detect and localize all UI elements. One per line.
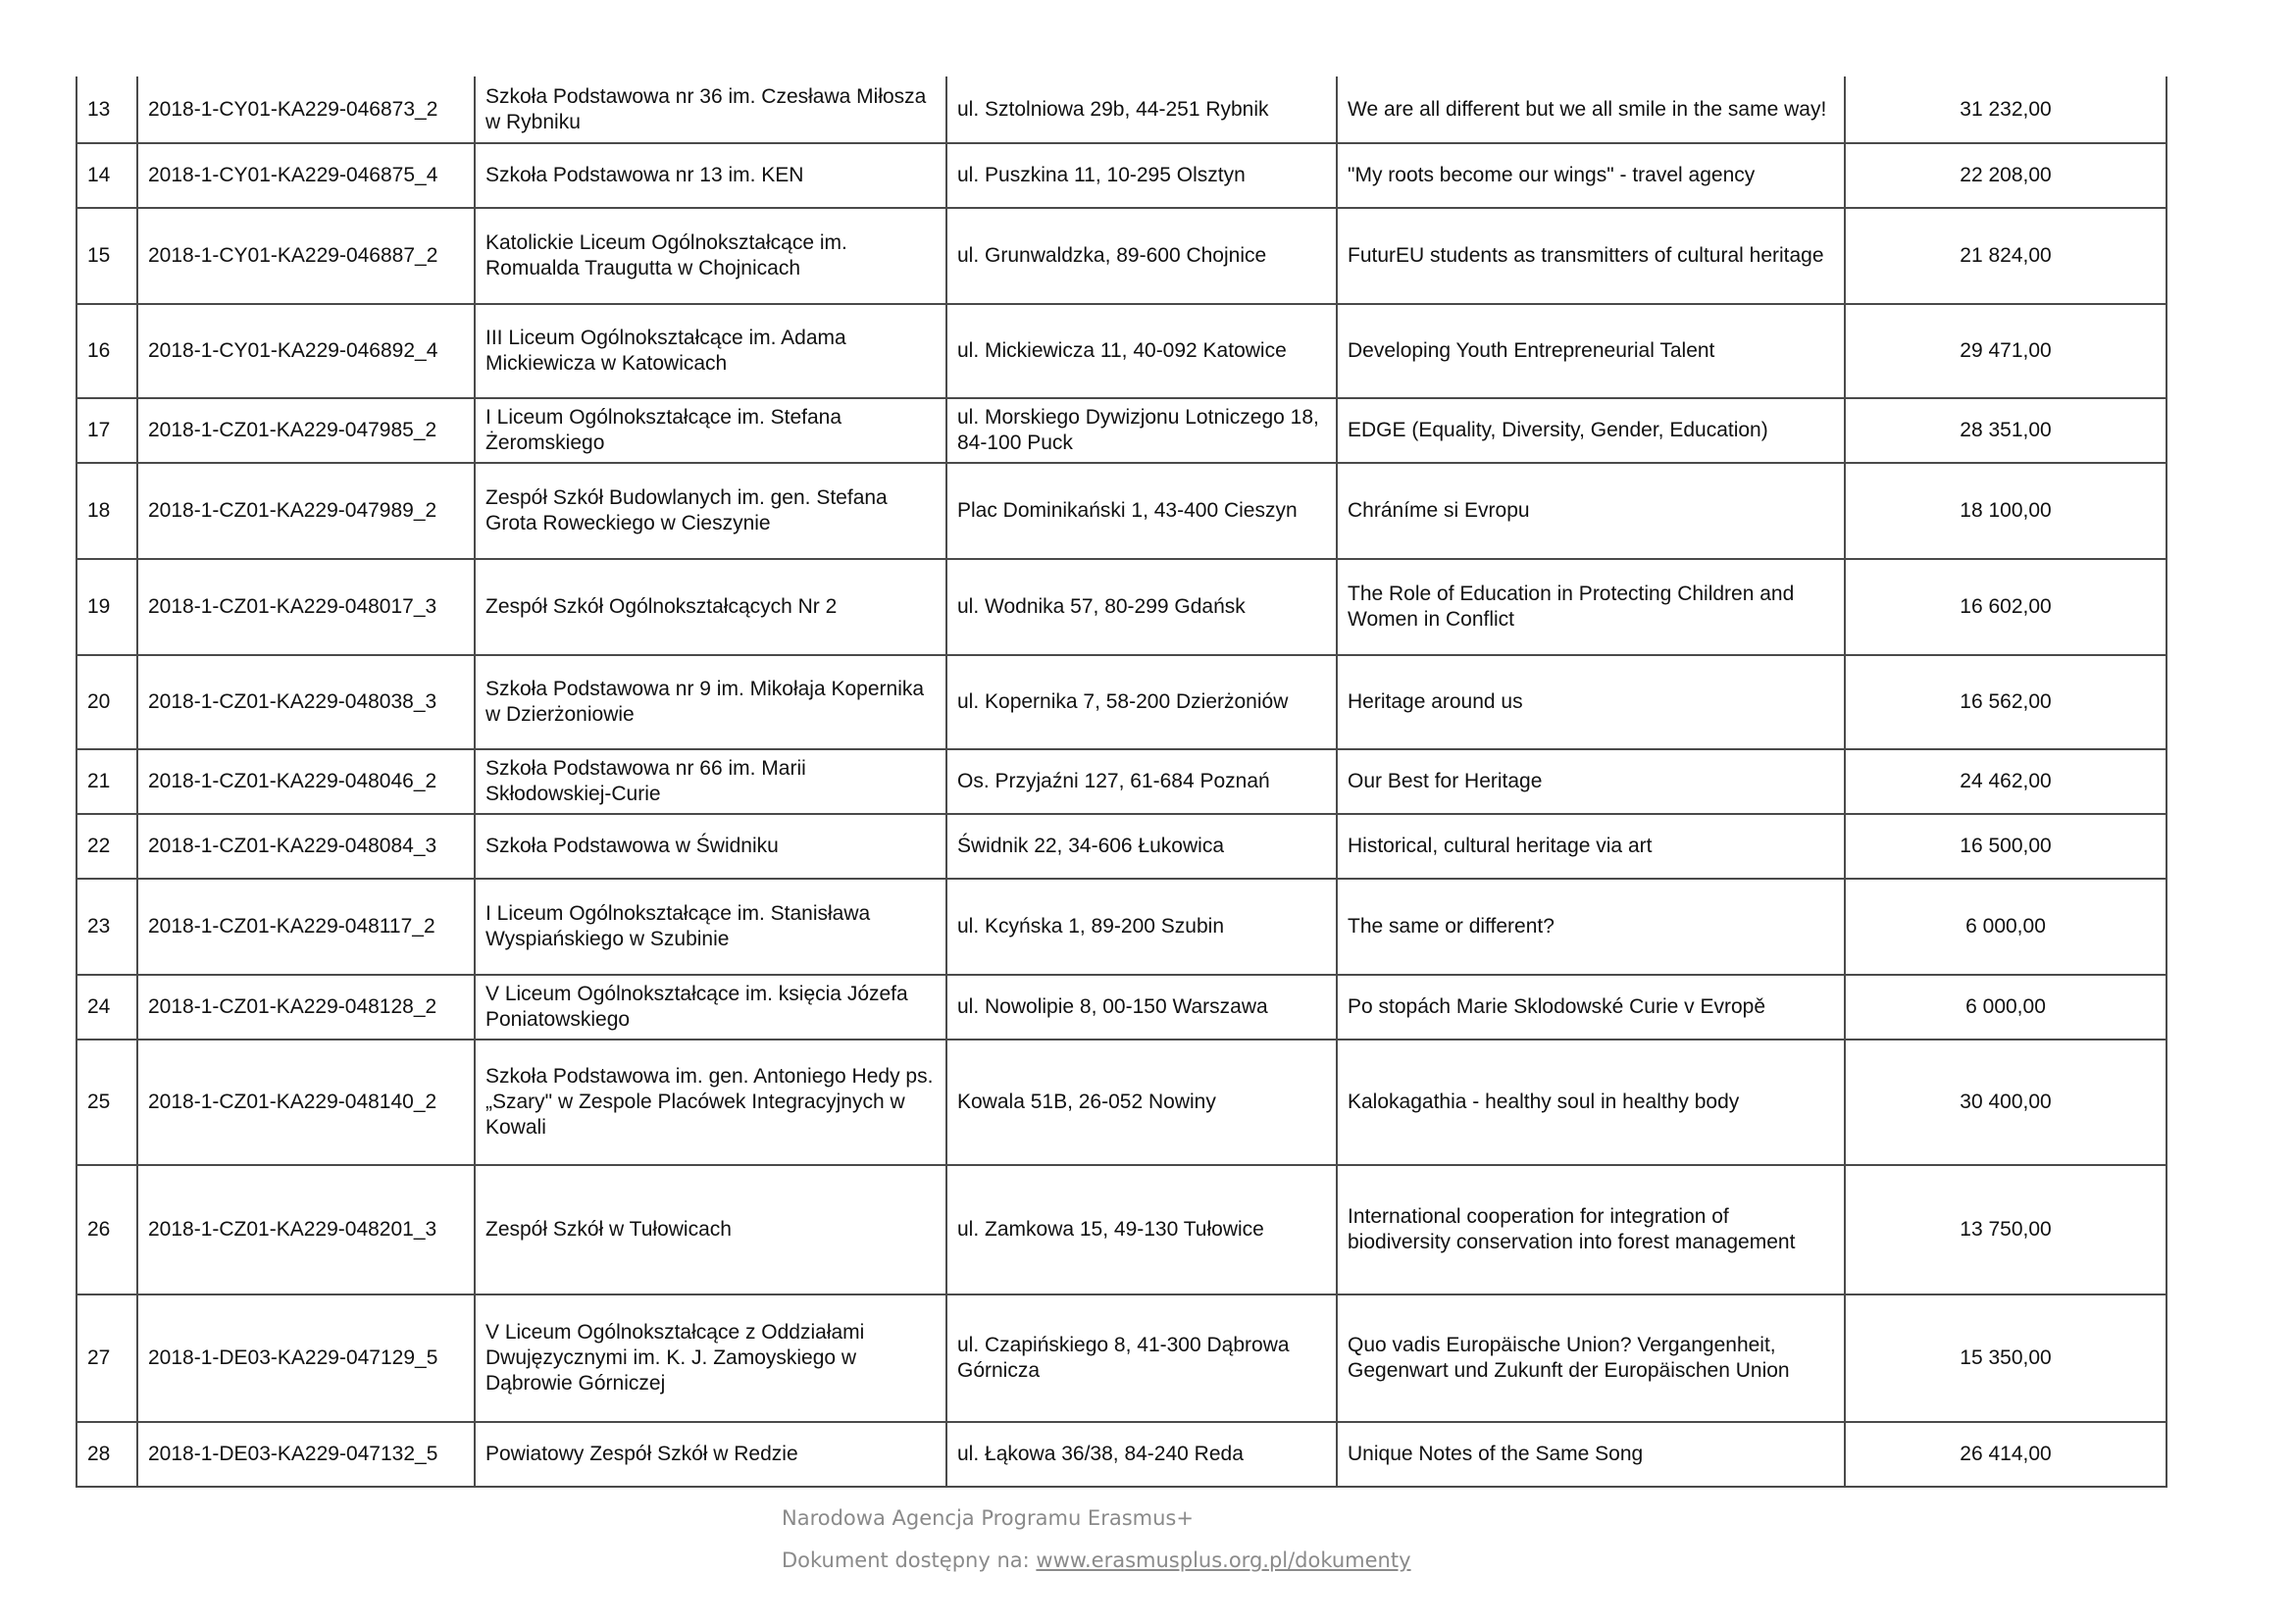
- table-row: [76, 749, 2167, 814]
- institution-name-cell: I Liceum Ogólnokształcące im. Stefana Żeromskiego: [475, 398, 946, 463]
- table-row: [76, 975, 2167, 1040]
- grant-amount-cell: 13 750,00: [1845, 1165, 2167, 1294]
- institution-name-cell: Szkoła Podstawowa im. gen. Antoniego Hedy ps. „Szary" w Zespole Placówek Integracyjnych w Kowali: [475, 1040, 946, 1165]
- grant-amount-cell: 18 100,00: [1845, 463, 2167, 559]
- row-index-cell: 22: [76, 814, 137, 879]
- institution-name-cell: I Liceum Ogólnokształcące im. Stanisława Wyspiańskiego w Szubinie: [475, 879, 946, 975]
- row-index-cell: 24: [76, 975, 137, 1040]
- grants-table: [76, 76, 2167, 1488]
- project-title-cell: Developing Youth Entrepreneurial Talent: [1337, 304, 1845, 398]
- row-index-cell: 20: [76, 655, 137, 749]
- project-number-cell: 2018-1-CZ01-KA229-047985_2: [137, 398, 475, 463]
- row-index-cell: 21: [76, 749, 137, 814]
- project-title-cell: Unique Notes of the Same Song: [1337, 1422, 1845, 1487]
- institution-address-cell: ul. Sztolniowa 29b, 44-251 Rybnik: [946, 76, 1337, 143]
- institution-address-cell: ul. Morskiego Dywizjonu Lotniczego 18, 84-100 Puck: [946, 398, 1337, 463]
- project-title-cell: EDGE (Equality, Diversity, Gender, Education): [1337, 398, 1845, 463]
- footer-agency: Narodowa Agencja Programu Erasmus+: [782, 1506, 1194, 1530]
- grant-amount-cell: 28 351,00: [1845, 398, 2167, 463]
- institution-name-cell: Szkoła Podstawowa nr 36 im. Czesława Miłosza w Rybniku: [475, 76, 946, 143]
- table-row: [76, 1294, 2167, 1422]
- grant-amount-cell: 24 462,00: [1845, 749, 2167, 814]
- project-title-cell: We are all different but we all smile in the same way!: [1337, 76, 1845, 143]
- project-title-cell: Heritage around us: [1337, 655, 1845, 749]
- table-row: [76, 1040, 2167, 1165]
- project-number-cell: 2018-1-CY01-KA229-046887_2: [137, 208, 475, 304]
- project-number-cell: 2018-1-CZ01-KA229-048117_2: [137, 879, 475, 975]
- institution-address-cell: Świdnik 22, 34-606 Łukowica: [946, 814, 1337, 879]
- institution-address-cell: ul. Mickiewicza 11, 40-092 Katowice: [946, 304, 1337, 398]
- institution-name-cell: Zespół Szkół Ogólnokształcących Nr 2: [475, 559, 946, 655]
- institution-name-cell: V Liceum Ogólnokształcące z Oddziałami Dwujęzycznymi im. K. J. Zamoyskiego w Dąbrowie Górniczej: [475, 1294, 946, 1422]
- project-number-cell: 2018-1-DE03-KA229-047132_5: [137, 1422, 475, 1487]
- project-title-cell: "My roots become our wings" - travel agency: [1337, 143, 1845, 208]
- row-index-cell: 19: [76, 559, 137, 655]
- institution-name-cell: Szkoła Podstawowa w Świdniku: [475, 814, 946, 879]
- institution-address-cell: Os. Przyjaźni 127, 61-684 Poznań: [946, 749, 1337, 814]
- project-title-cell: Historical, cultural heritage via art: [1337, 814, 1845, 879]
- institution-address-cell: ul. Wodnika 57, 80-299 Gdańsk: [946, 559, 1337, 655]
- project-title-cell: Quo vadis Europäische Union? Vergangenheit, Gegenwart und Zukunft der Europäischen Union: [1337, 1294, 1845, 1422]
- project-number-cell: 2018-1-CY01-KA229-046873_2: [137, 76, 475, 143]
- table-row: [76, 304, 2167, 398]
- project-number-cell: 2018-1-DE03-KA229-047129_5: [137, 1294, 475, 1422]
- table-row: [76, 814, 2167, 879]
- project-number-cell: 2018-1-CZ01-KA229-047989_2: [137, 463, 475, 559]
- footer-available-prefix: Dokument dostępny na:: [782, 1548, 1037, 1572]
- institution-name-cell: Szkoła Podstawowa nr 13 im. KEN: [475, 143, 946, 208]
- project-number-cell: 2018-1-CZ01-KA229-048201_3: [137, 1165, 475, 1294]
- institution-name-cell: III Liceum Ogólnokształcące im. Adama Mickiewicza w Katowicach: [475, 304, 946, 398]
- institution-address-cell: Kowala 51B, 26-052 Nowiny: [946, 1040, 1337, 1165]
- table-row: [76, 398, 2167, 463]
- row-index-cell: 23: [76, 879, 137, 975]
- row-index-cell: 28: [76, 1422, 137, 1487]
- grant-amount-cell: 31 232,00: [1845, 76, 2167, 143]
- project-number-cell: 2018-1-CZ01-KA229-048038_3: [137, 655, 475, 749]
- institution-name-cell: Szkoła Podstawowa nr 9 im. Mikołaja Kopernika w Dzierżoniowie: [475, 655, 946, 749]
- institution-name-cell: Zespół Szkół Budowlanych im. gen. Stefana Grota Roweckiego w Cieszynie: [475, 463, 946, 559]
- institution-address-cell: ul. Kcyńska 1, 89-200 Szubin: [946, 879, 1337, 975]
- table-row: [76, 879, 2167, 975]
- grant-amount-cell: 21 824,00: [1845, 208, 2167, 304]
- project-title-cell: The same or different?: [1337, 879, 1845, 975]
- institution-name-cell: V Liceum Ogólnokształcące im. księcia Józefa Poniatowskiego: [475, 975, 946, 1040]
- project-title-cell: Po stopách Marie Sklodowské Curie v Evropě: [1337, 975, 1845, 1040]
- row-index-cell: 13: [76, 76, 137, 143]
- row-index-cell: 15: [76, 208, 137, 304]
- institution-name-cell: Szkoła Podstawowa nr 66 im. Marii Skłodowskiej-Curie: [475, 749, 946, 814]
- project-number-cell: 2018-1-CZ01-KA229-048140_2: [137, 1040, 475, 1165]
- institution-address-cell: Plac Dominikański 1, 43-400 Cieszyn: [946, 463, 1337, 559]
- grant-amount-cell: 15 350,00: [1845, 1294, 2167, 1422]
- project-number-cell: 2018-1-CZ01-KA229-048128_2: [137, 975, 475, 1040]
- documents-link[interactable]: www.erasmusplus.org.pl/dokumenty: [1036, 1548, 1411, 1572]
- institution-address-cell: ul. Kopernika 7, 58-200 Dzierżoniów: [946, 655, 1337, 749]
- project-title-cell: FuturEU students as transmitters of cultural heritage: [1337, 208, 1845, 304]
- project-title-cell: International cooperation for integration of biodiversity conservation into forest management: [1337, 1165, 1845, 1294]
- project-title-cell: The Role of Education in Protecting Children and Women in Conflict: [1337, 559, 1845, 655]
- row-index-cell: 27: [76, 1294, 137, 1422]
- project-title-cell: Our Best for Heritage: [1337, 749, 1845, 814]
- table-row: [76, 76, 2167, 143]
- institution-address-cell: ul. Zamkowa 15, 49-130 Tułowice: [946, 1165, 1337, 1294]
- grant-amount-cell: 16 562,00: [1845, 655, 2167, 749]
- grant-amount-cell: 22 208,00: [1845, 143, 2167, 208]
- grant-amount-cell: 30 400,00: [1845, 1040, 2167, 1165]
- table-row: [76, 1165, 2167, 1294]
- row-index-cell: 26: [76, 1165, 137, 1294]
- project-number-cell: 2018-1-CY01-KA229-046892_4: [137, 304, 475, 398]
- table-row: [76, 143, 2167, 208]
- project-number-cell: 2018-1-CZ01-KA229-048017_3: [137, 559, 475, 655]
- footer-availability: [782, 1548, 1527, 1572]
- table-row: [76, 463, 2167, 559]
- project-number-cell: 2018-1-CZ01-KA229-048046_2: [137, 749, 475, 814]
- row-index-cell: 17: [76, 398, 137, 463]
- grant-amount-cell: 29 471,00: [1845, 304, 2167, 398]
- institution-address-cell: ul. Łąkowa 36/38, 84-240 Reda: [946, 1422, 1337, 1487]
- institution-name-cell: Powiatowy Zespół Szkół w Redzie: [475, 1422, 946, 1487]
- table-row: [76, 559, 2167, 655]
- table-row: [76, 1422, 2167, 1487]
- grant-amount-cell: 26 414,00: [1845, 1422, 2167, 1487]
- row-index-cell: 16: [76, 304, 137, 398]
- project-title-cell: Kalokagathia - healthy soul in healthy body: [1337, 1040, 1845, 1165]
- project-title-cell: Chráníme si Evropu: [1337, 463, 1845, 559]
- table-row: [76, 208, 2167, 304]
- project-number-cell: 2018-1-CZ01-KA229-048084_3: [137, 814, 475, 879]
- project-number-cell: 2018-1-CY01-KA229-046875_4: [137, 143, 475, 208]
- institution-name-cell: Zespół Szkół w Tułowicach: [475, 1165, 946, 1294]
- grant-amount-cell: 6 000,00: [1845, 975, 2167, 1040]
- row-index-cell: 18: [76, 463, 137, 559]
- grant-amount-cell: 16 602,00: [1845, 559, 2167, 655]
- institution-name-cell: Katolickie Liceum Ogólnokształcące im. Romualda Traugutta w Chojnicach: [475, 208, 946, 304]
- grants-table-body: [76, 76, 2167, 1487]
- grant-amount-cell: 16 500,00: [1845, 814, 2167, 879]
- row-index-cell: 25: [76, 1040, 137, 1165]
- institution-address-cell: ul. Nowolipie 8, 00-150 Warszawa: [946, 975, 1337, 1040]
- grant-amount-cell: 6 000,00: [1845, 879, 2167, 975]
- table-row: [76, 655, 2167, 749]
- institution-address-cell: ul. Grunwaldzka, 89-600 Chojnice: [946, 208, 1337, 304]
- row-index-cell: 14: [76, 143, 137, 208]
- institution-address-cell: ul. Puszkina 11, 10-295 Olsztyn: [946, 143, 1337, 208]
- institution-address-cell: ul. Czapińskiego 8, 41-300 Dąbrowa Górnicza: [946, 1294, 1337, 1422]
